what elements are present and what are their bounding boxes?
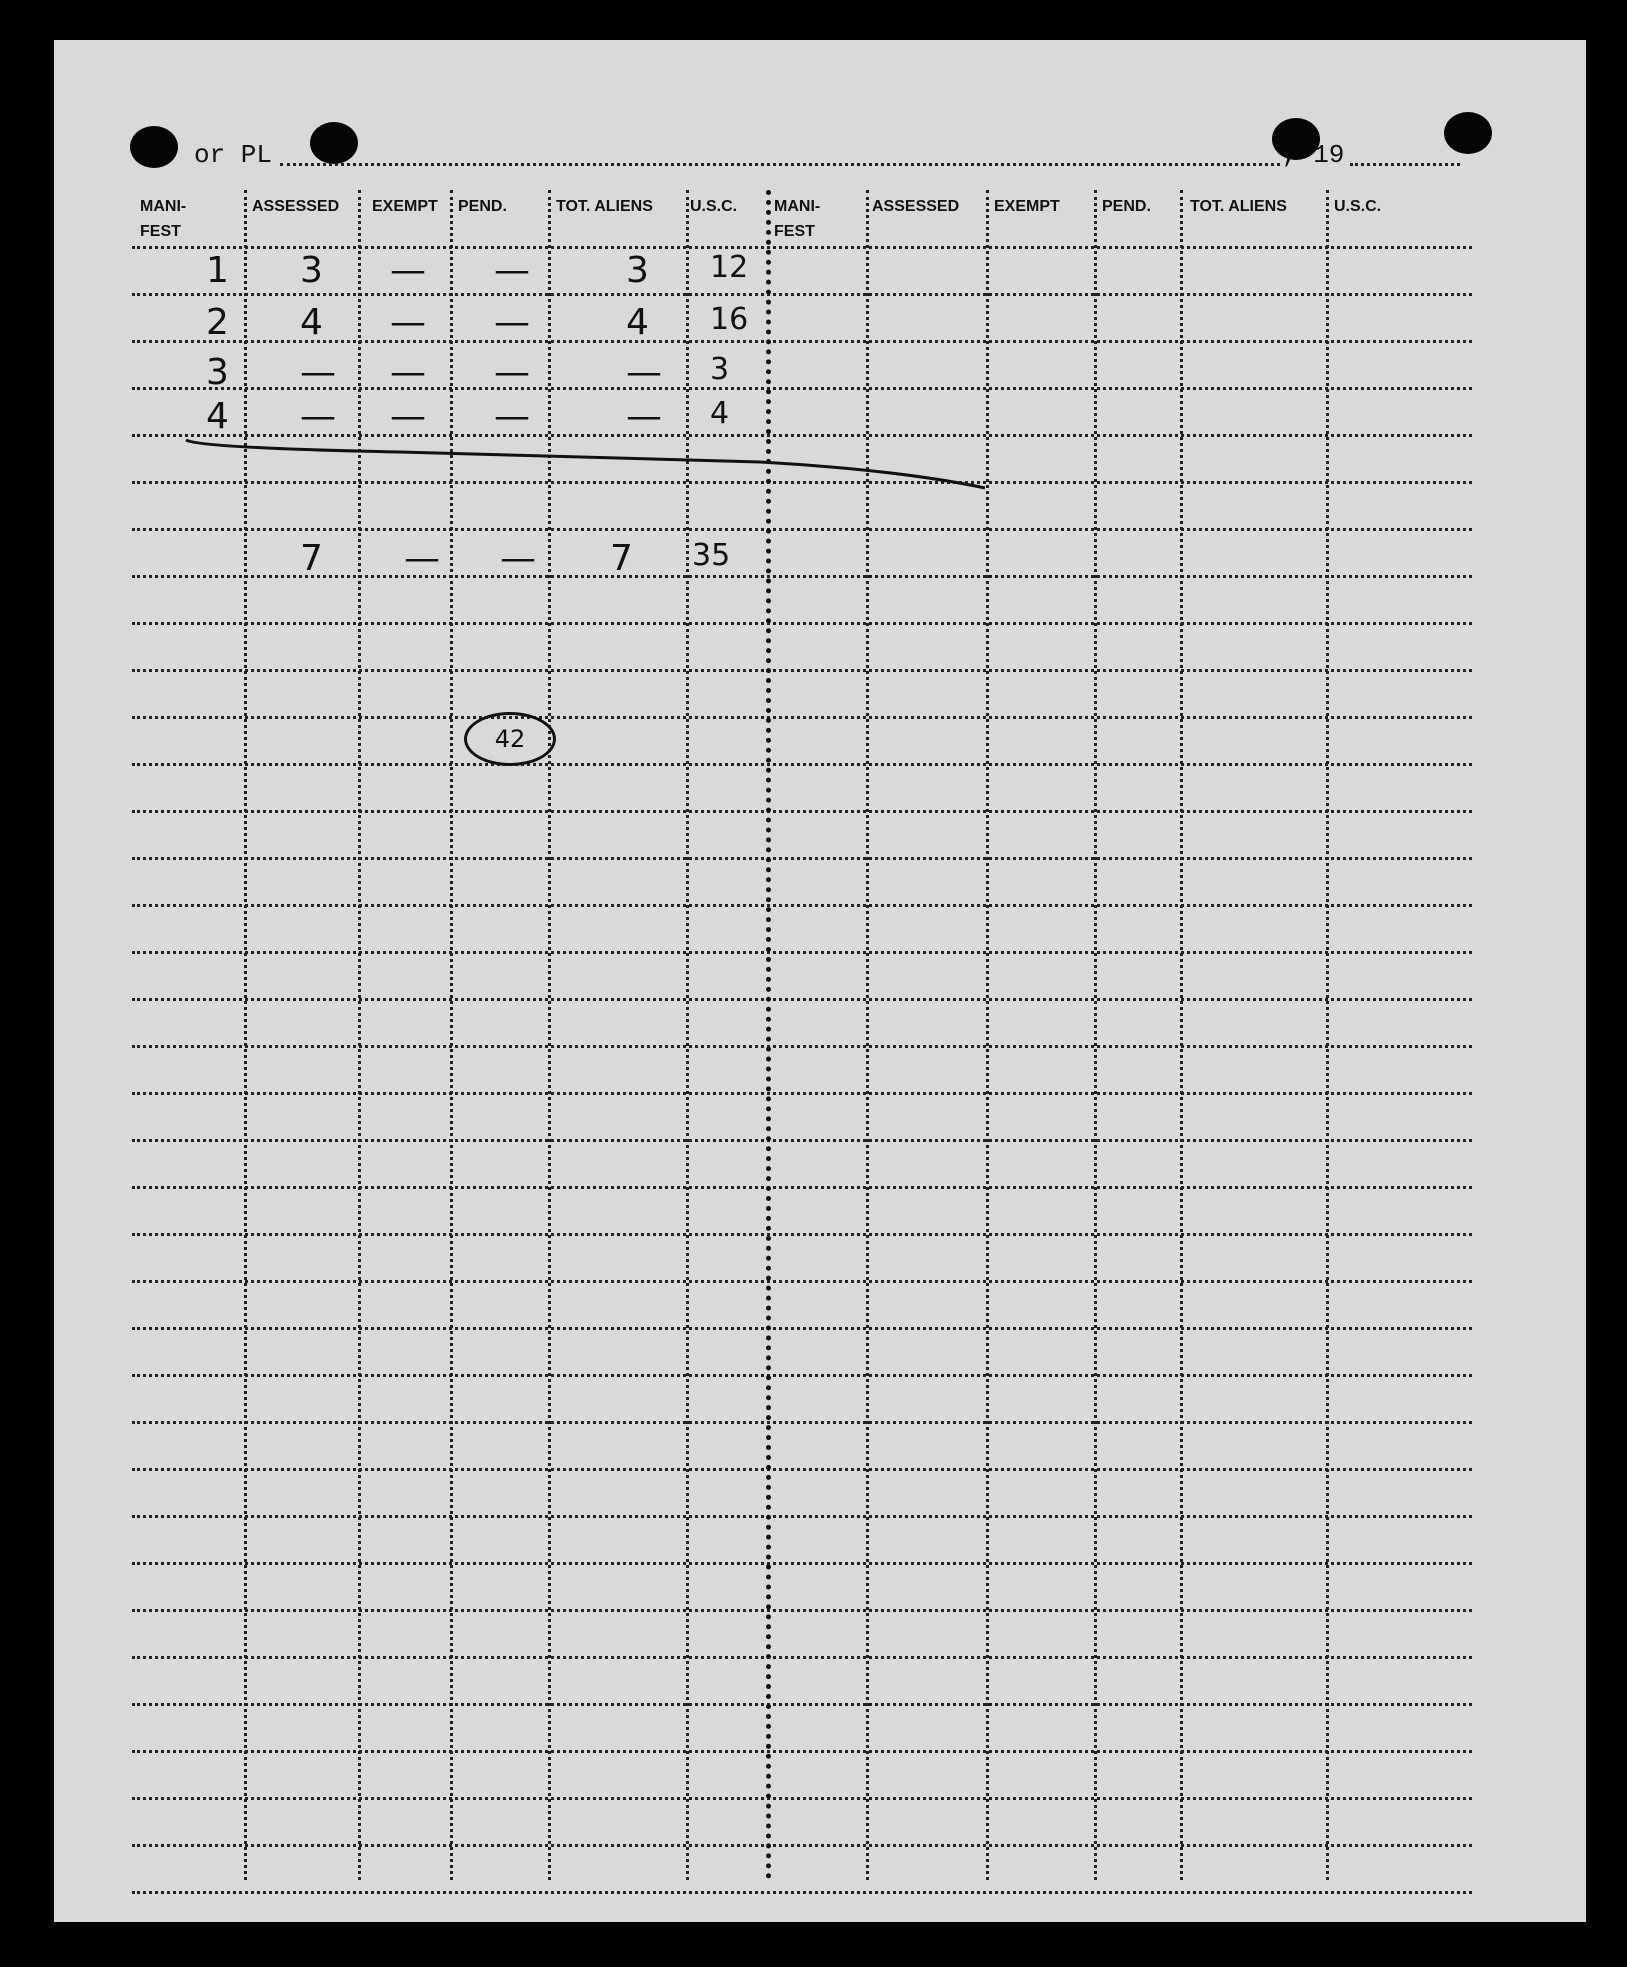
entry-pend: — [494, 396, 530, 437]
right-column-header: ASSESSED [872, 198, 960, 215]
entry-tot_aliens: — [626, 352, 662, 393]
entry-exempt: — [390, 250, 426, 291]
header-left-label: or PL [194, 140, 273, 170]
left-column-header: U.S.C. [690, 198, 738, 215]
entry-exempt: — [390, 302, 426, 343]
entry-tot_aliens: 4 [626, 302, 649, 343]
entry-assessed: 3 [300, 250, 323, 291]
right-column-header: EXEMPT [994, 198, 1060, 215]
entry-assessed: — [300, 396, 336, 437]
right-column-header: PEND. [1102, 198, 1151, 215]
entry-tot_aliens: 3 [626, 250, 649, 291]
total-pend: — [500, 538, 536, 579]
entry-exempt: — [390, 396, 426, 437]
entry-usc: 3 [710, 352, 730, 387]
left-column-header: PEND. [458, 198, 507, 215]
entry-usc: 4 [710, 396, 730, 431]
entry-pend: — [494, 250, 530, 291]
entry-assessed: — [300, 352, 336, 393]
entry-pend: — [494, 352, 530, 393]
right-column-header: MANI- FEST [774, 198, 821, 240]
grand-total-circled: 42 [464, 712, 556, 766]
entry-pend: — [494, 302, 530, 343]
total-tot_aliens: 7 [610, 538, 633, 579]
left-column-header: ASSESSED [252, 198, 340, 215]
entry-exempt: — [390, 352, 426, 393]
entry-usc: 16 [710, 302, 749, 337]
total-usc: 35 [692, 538, 731, 573]
right-column-header: TOT. ALIENS [1190, 198, 1287, 215]
entry-manifest: 3 [206, 352, 229, 393]
left-column-header: TOT. ALIENS [556, 198, 653, 215]
header-year-label: , 19 [1282, 140, 1345, 170]
left-column-header: EXEMPT [372, 198, 438, 215]
entry-manifest: 4 [206, 396, 229, 437]
left-column-header: MANI- FEST [140, 198, 187, 240]
total-exempt: — [404, 538, 440, 579]
entry-assessed: 4 [300, 302, 323, 343]
right-column-header: U.S.C. [1334, 198, 1382, 215]
entry-manifest: 2 [206, 302, 229, 343]
total-assessed: 7 [300, 538, 323, 579]
entry-tot_aliens: — [626, 396, 662, 437]
entry-manifest: 1 [206, 250, 229, 291]
entry-usc: 12 [710, 250, 749, 285]
